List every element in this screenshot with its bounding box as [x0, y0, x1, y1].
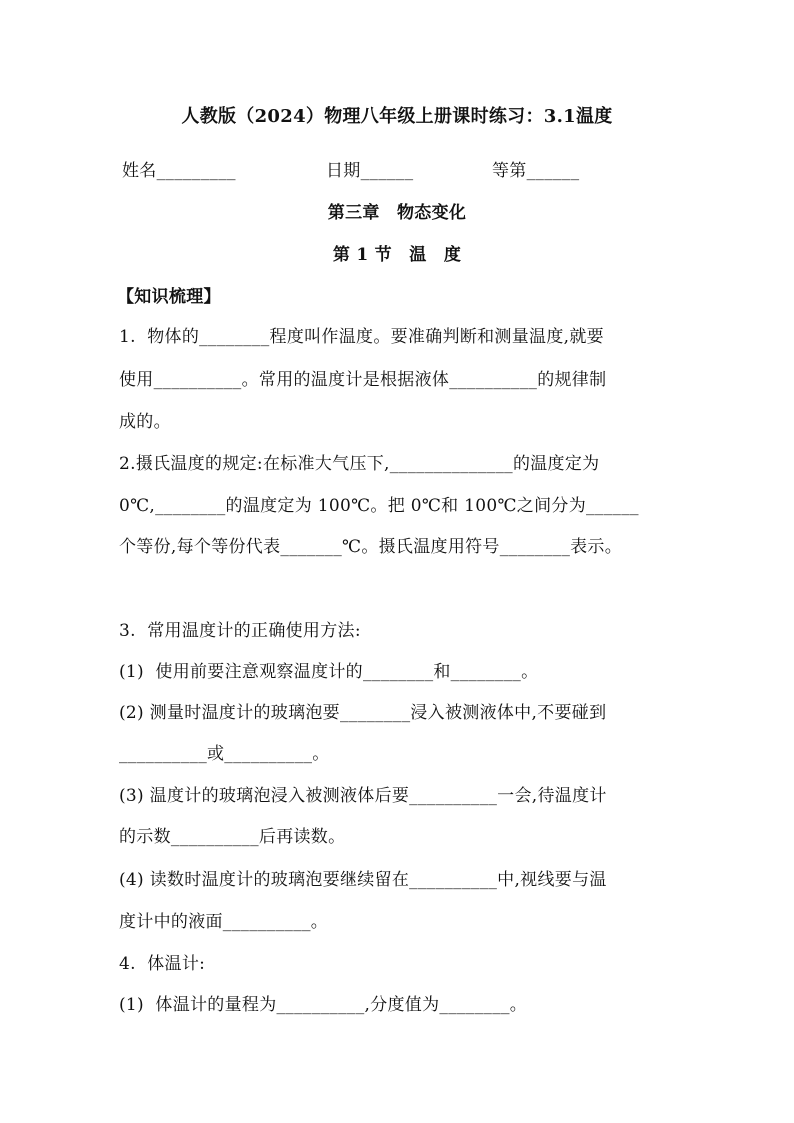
text-line: 1. 物体的________程度叫作温度。要准确判断和测量温度,就要: [119, 327, 604, 347]
text-line: 的示数__________后再读数。: [119, 827, 346, 847]
text-line: (1) 体温计的量程为__________,分度值为________。: [119, 995, 528, 1015]
text-line: (1) 使用前要注意观察温度计的________和________。: [119, 662, 539, 682]
text-line: 度计中的液面__________。: [119, 912, 329, 932]
text-line: 0℃,________的温度定为 100℃。把 0℃和 100℃之间分为______: [119, 496, 639, 516]
text-line: 使用__________。常用的温度计是根据液体__________的规律制: [119, 370, 607, 390]
section-heading: 第 1 节 温 度: [332, 245, 462, 265]
document-title: 人教版（2024）物理八年级上册课时练习：3.1温度: [181, 106, 613, 127]
text-line: 3. 常用温度计的正确使用方法:: [119, 621, 361, 641]
text-line: (3) 温度计的玻璃泡浸入被测液体后要__________一会,待温度计: [119, 786, 607, 806]
name-field: 姓名_________: [122, 161, 236, 181]
grade-field: 等第______: [492, 161, 580, 181]
text-line: 4. 体温计:: [119, 954, 206, 974]
text-line: 成的。: [119, 412, 171, 432]
date-field: 日期______: [326, 161, 414, 181]
knowledge-heading: 【知识梳理】: [117, 287, 221, 307]
text-line: (4) 读数时温度计的玻璃泡要继续留在__________中,视线要与温: [119, 870, 607, 890]
text-line: (2) 测量时温度计的玻璃泡要________浸入被测液体中,不要碰到: [119, 703, 607, 723]
text-line: 个等份,每个等份代表_______℃。摄氏温度用符号________表示。: [119, 537, 623, 557]
text-line: __________或__________。: [119, 744, 330, 764]
chapter-heading: 第三章 物态变化: [327, 203, 467, 223]
text-line: 2.摄氏温度的规定:在标准大气压下,______________的温度定为: [119, 454, 600, 474]
